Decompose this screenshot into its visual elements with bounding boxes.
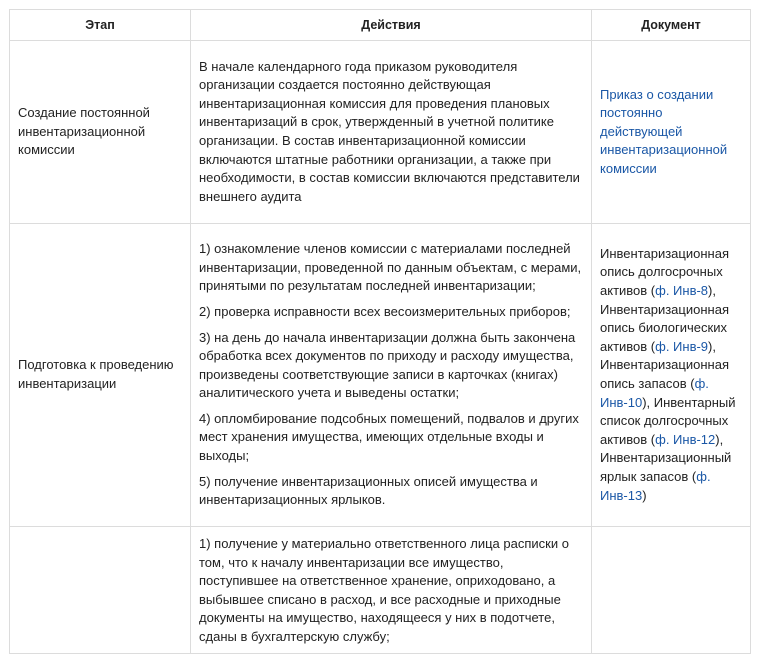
document-link-inv-8[interactable]: ф. Инв-8 [655, 283, 709, 299]
stage-cell: Создание постоянной инвентаризационной комиссии [10, 41, 191, 224]
document-link-inv-13[interactable]: ф. Инв-13 [600, 468, 711, 503]
action-item: 2) проверка исправности всех весоизмерительных приборов; [199, 303, 571, 319]
action-item: 1) получение у материально ответственного лица расписки о том, что к началу инвентаризации все имущество, поступившее на ответственное хранение, оприходовано, а выбывшее списано в расход, и все расходные и приходные документы на имущество, находящееся у них в подотчете, сданы в бухгалтерскую службу; [199, 536, 569, 644]
document-cell [592, 41, 751, 224]
stage-cell [10, 527, 191, 654]
actions-cell [191, 41, 592, 224]
document-text: ) [642, 487, 647, 503]
column-header-actions: Действия [191, 10, 592, 41]
document-cell [592, 224, 751, 527]
document-text: ), Инвентаризационная опись запасов ( [600, 338, 729, 391]
inventory-stages-table [9, 9, 751, 654]
document-link-inv-12[interactable]: ф. Инв-12 [655, 431, 716, 447]
table-row [10, 527, 751, 654]
document-link-order[interactable]: Приказ о создании постоянно действующей инвентаризационной комиссии [600, 86, 728, 176]
action-item: 5) получение инвентаризационных описей имущества и инвентаризационных ярлыков. [199, 473, 538, 508]
actions-cell [191, 527, 592, 654]
action-text: В начале календарного года приказом руководителя организации создается постоянно действующая инвентаризационная комиссия для проведения плановых инвентаризаций в срок, утвержденный в учетной политике организации. В состав инвентаризационной комиссии включаются штатные работники организации, а также при необходимости, в состав комиссии включаются представители внешнего аудита [199, 58, 580, 204]
document-text: ), Инвентаризационная опись биологических активов ( [600, 283, 729, 354]
table-header-row [10, 10, 751, 41]
table-row [10, 224, 751, 527]
stage-cell: Подготовка к проведению инвентаризации [10, 224, 191, 527]
table-row [10, 41, 751, 224]
action-item: 3) на день до начала инвентаризации должна быть закончена обработка всех документов по приходу и расходу имущества, произведены соответствующие записи в карточках (книгах) аналитического учета и выведены остатки; [199, 329, 576, 401]
column-header-document: Документ [592, 10, 751, 41]
document-text: ), Инвентаризационный ярлык запасов ( [600, 431, 732, 484]
document-link-inv-9[interactable]: ф. Инв-9 [655, 338, 709, 354]
column-header-stage: Этап [10, 10, 191, 41]
document-text: Инвентаризационная опись долгосрочных активов ( [600, 245, 729, 299]
action-item: 4) опломбирование подсобных помещений, подвалов и других мест хранения имущества, имеющих отдельные входы и выходы; [199, 410, 579, 464]
actions-cell [191, 224, 592, 527]
document-text: ), Инвентарный список долгосрочных активов ( [600, 394, 736, 447]
action-item: 1) ознакомление членов комиссии с материалами последней инвентаризации, проведенной по данным объектам, с мерами, принятыми по результатам последней инвентаризации; [199, 241, 582, 294]
document-link-inv-10[interactable]: ф. Инв-10 [600, 376, 709, 410]
document-cell [592, 527, 751, 654]
